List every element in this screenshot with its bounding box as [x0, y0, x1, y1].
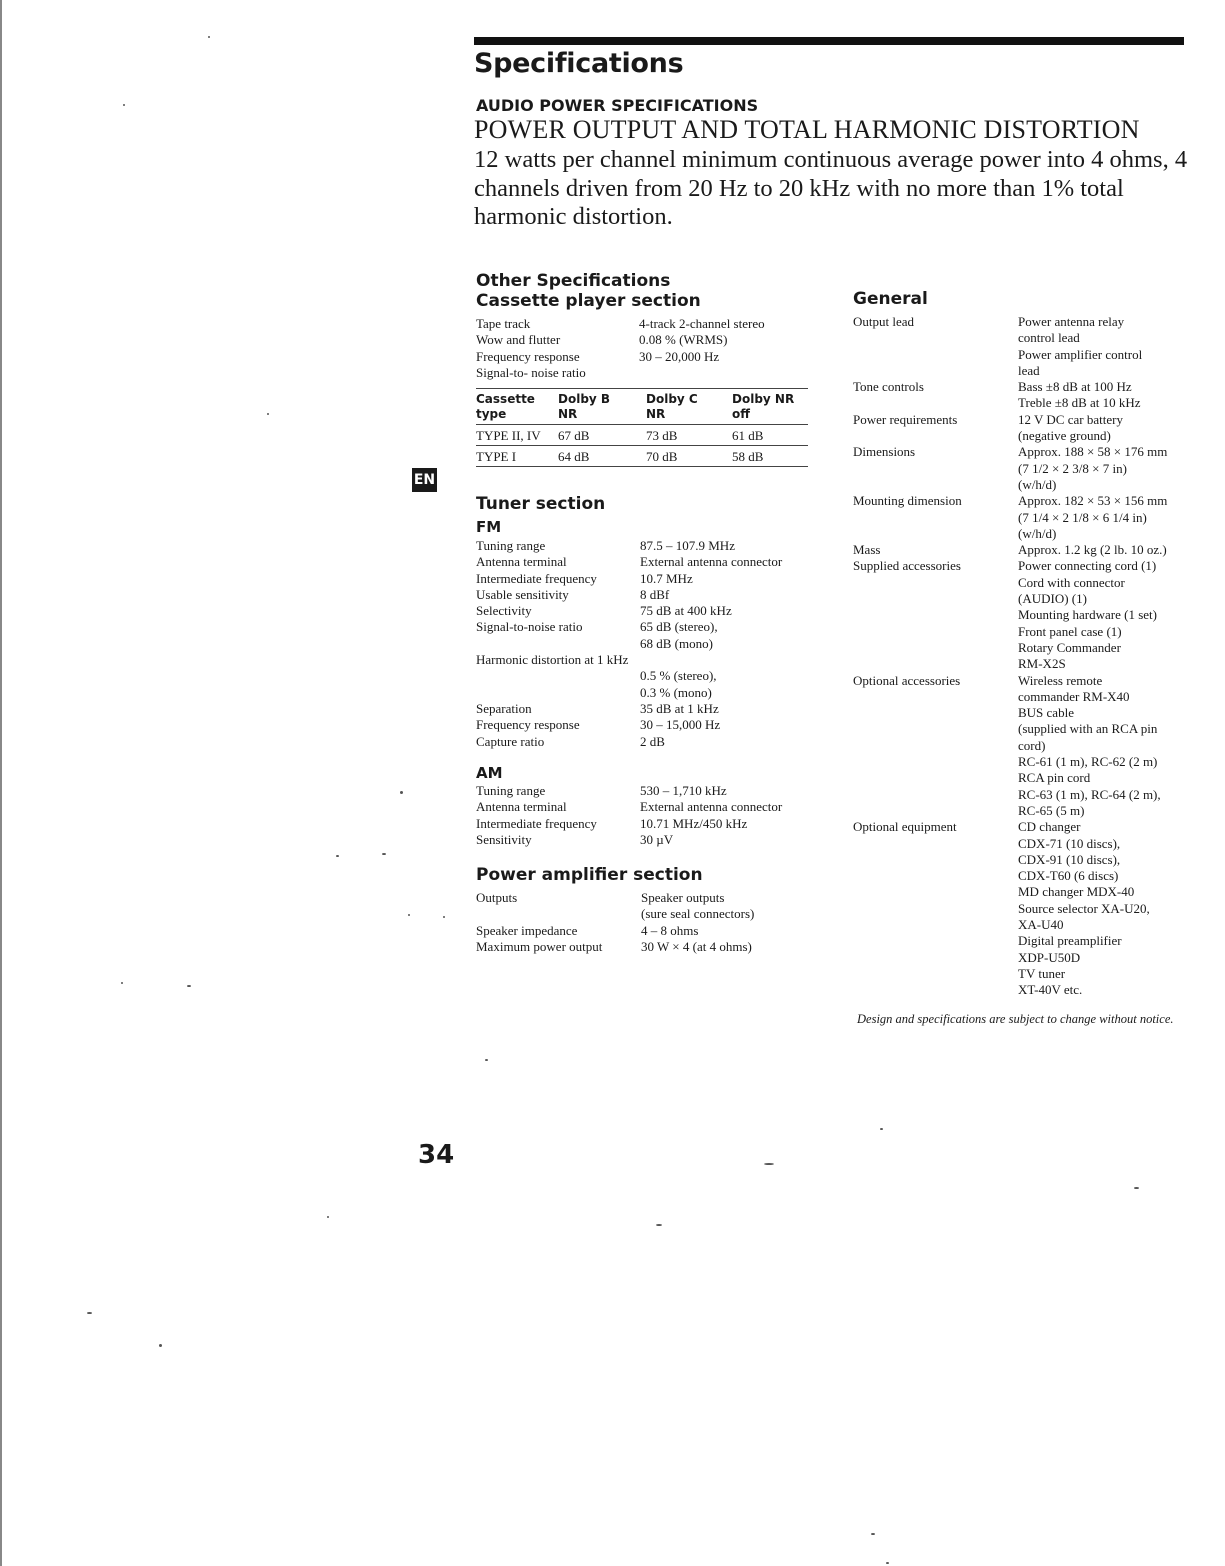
spec-row	[853, 705, 1193, 721]
spec-value: Approx. 1.2 kg (2 lb. 10 oz.)	[1018, 542, 1167, 558]
spec-value: BUS cable	[1018, 705, 1074, 721]
spec-row	[853, 754, 1193, 770]
spec-value: 0.5 % (stereo),	[640, 668, 717, 684]
scan-speck	[880, 1128, 883, 1130]
scan-speck	[764, 1163, 774, 1165]
spec-label: Mass	[853, 542, 881, 558]
spec-value: Mounting hardware (1 set)	[1018, 607, 1157, 623]
spec-label: Optional accessories	[853, 672, 961, 688]
fm-spec-list	[476, 538, 816, 750]
spec-value: (sure seal connectors)	[641, 906, 755, 922]
other-specifications-heading: Other Specifications	[476, 271, 671, 291]
spec-value: XT-40V etc.	[1018, 982, 1083, 998]
spec-value: MD changer MDX-40	[1018, 884, 1135, 900]
spec-value: Front panel case (1)	[1018, 623, 1122, 639]
spec-label: Tape track	[476, 316, 531, 331]
spec-row	[853, 314, 1193, 330]
spec-row	[853, 787, 1193, 803]
spec-row	[476, 571, 816, 587]
spec-value: 2 dB	[640, 733, 665, 749]
tuner-section-heading: Tuner section	[476, 494, 606, 514]
spec-row	[853, 493, 1193, 509]
spec-row	[853, 526, 1193, 542]
spec-row	[853, 950, 1193, 966]
spec-label: Power requirements	[853, 411, 958, 427]
spec-row	[853, 901, 1193, 917]
spec-value: (AUDIO) (1)	[1018, 591, 1087, 607]
table-cell: 61 dB	[732, 425, 808, 446]
spec-label: Dimensions	[853, 444, 916, 460]
spec-row	[853, 738, 1193, 754]
amp-spec-list	[476, 890, 816, 955]
table-cell: TYPE II, IV	[476, 425, 558, 446]
spec-row	[853, 884, 1193, 900]
spec-label: Optional equipment	[853, 819, 957, 835]
spec-value: CDX-71 (10 discs),	[1018, 835, 1121, 851]
spec-row	[853, 624, 1193, 640]
spec-row	[853, 689, 1193, 705]
spec-label: Mounting dimension	[853, 493, 962, 509]
scan-edge	[0, 0, 2, 1566]
spec-row	[853, 721, 1193, 737]
spec-label: Signal-to- noise ratio	[476, 364, 586, 380]
cassette-spec-list	[476, 316, 811, 381]
spec-row	[853, 607, 1193, 623]
cassette-section-heading: Cassette player section	[476, 291, 701, 311]
spec-label: Capture ratio	[476, 733, 545, 749]
spec-value: 65 dB (stereo),	[640, 619, 718, 635]
spec-value: Power amplifier control	[1018, 346, 1143, 362]
scan-speck	[382, 853, 386, 855]
table-cell: 64 dB	[558, 446, 646, 467]
spec-row	[476, 890, 816, 906]
spec-row	[853, 330, 1193, 346]
spec-value: (w/h/d)	[1018, 476, 1057, 492]
spec-value: Power connecting cord (1)	[1018, 558, 1157, 574]
spec-row	[853, 575, 1193, 591]
spec-value: lead	[1018, 362, 1040, 378]
spec-row	[476, 734, 816, 750]
scan-speck	[187, 985, 191, 987]
spec-value: 12 V DC car battery	[1018, 411, 1123, 427]
spec-label: Frequency response	[476, 717, 580, 733]
spec-label: Tuning range	[476, 538, 546, 553]
spec-value: 530 – 1,710 kHz	[640, 783, 727, 798]
spec-value: 10.71 MHz/450 kHz	[640, 815, 748, 831]
spec-value: Digital preamplifier	[1018, 933, 1122, 949]
spec-row	[853, 836, 1193, 852]
spec-row	[853, 510, 1193, 526]
spec-label: Harmonic distortion at 1 kHz	[476, 652, 629, 668]
spec-value: Power antenna relay	[1018, 314, 1125, 329]
spec-value: 0.3 % (mono)	[640, 684, 712, 700]
spec-value: CD changer	[1018, 819, 1081, 835]
table-cell: 73 dB	[646, 425, 732, 446]
spec-row	[853, 917, 1193, 933]
spec-row	[476, 365, 811, 381]
power-output-heading: POWER OUTPUT AND TOTAL HARMONIC DISTORTION	[474, 115, 1140, 144]
spec-value: (7 1/2 × 2 3/8 × 7 in)	[1018, 460, 1127, 476]
spec-row	[853, 363, 1193, 379]
spec-value: Approx. 188 × 58 × 176 mm	[1018, 444, 1168, 460]
table-cell: 58 dB	[732, 446, 808, 467]
scan-speck	[886, 1562, 889, 1564]
spec-value: Treble ±8 dB at 10 kHz	[1018, 395, 1141, 411]
spec-row	[476, 587, 816, 603]
col-dolby-b: Dolby B NR	[558, 389, 646, 425]
spec-value: 8 dBf	[640, 586, 670, 602]
language-badge: EN	[412, 468, 437, 492]
spec-row	[476, 717, 816, 733]
spec-value: RC-65 (5 m)	[1018, 802, 1085, 818]
section-kicker: AUDIO POWER SPECIFICATIONS	[476, 96, 759, 115]
spec-row	[476, 816, 816, 832]
spec-value: XA-U40	[1018, 916, 1064, 932]
col-dolby-off: Dolby NR off	[732, 389, 808, 425]
spec-value: Cord with connector	[1018, 574, 1125, 590]
spec-value: External antenna connector	[640, 799, 783, 815]
spec-label: Outputs	[476, 890, 518, 905]
spec-value: 35 dB at 1 kHz	[640, 700, 719, 716]
spec-value: 68 dB (mono)	[640, 635, 713, 651]
scan-speck	[121, 982, 123, 984]
spec-value: 30 W × 4 (at 4 ohms)	[641, 938, 752, 954]
scan-speck	[485, 1059, 488, 1061]
page-title: Specifications	[474, 48, 684, 79]
spec-value: XDP-U50D	[1018, 949, 1081, 965]
table-row	[476, 425, 808, 446]
scan-speck	[123, 104, 125, 106]
spec-value: 30 – 15,000 Hz	[640, 717, 721, 733]
spec-value: 0.08 % (WRMS)	[639, 332, 728, 348]
spec-label: Antenna terminal	[476, 554, 567, 570]
dolby-nr-table	[476, 388, 808, 467]
spec-label: Output lead	[853, 314, 915, 329]
spec-value: Approx. 182 × 53 × 156 mm	[1018, 493, 1168, 509]
col-dolby-c: Dolby C NR	[646, 389, 732, 425]
am-spec-list	[476, 783, 816, 848]
spec-value: 10.7 MHz	[640, 570, 693, 586]
spec-label: Intermediate frequency	[476, 570, 597, 586]
spec-row	[853, 461, 1193, 477]
spec-value: RC-61 (1 m), RC-62 (2 m)	[1018, 754, 1158, 770]
spec-value: 4 – 8 ohms	[641, 922, 699, 938]
spec-label: Tone controls	[853, 379, 924, 395]
spec-value: cord)	[1018, 737, 1046, 753]
spec-row	[476, 316, 811, 332]
am-heading: AM	[476, 764, 503, 782]
scan-speck	[1134, 1187, 1139, 1189]
top-rule	[474, 37, 1184, 45]
page-number: 34	[418, 1140, 455, 1170]
spec-row	[853, 444, 1193, 460]
spec-label: Frequency response	[476, 348, 580, 364]
spec-row	[853, 428, 1193, 444]
spec-label: Signal-to-noise ratio	[476, 619, 583, 635]
spec-value: CDX-T60 (6 discs)	[1018, 868, 1119, 884]
spec-row	[476, 923, 816, 939]
table-row	[476, 446, 808, 467]
spec-row	[476, 652, 816, 668]
spec-label: Supplied accessories	[853, 558, 961, 574]
spec-value: (negative ground)	[1018, 428, 1111, 444]
spec-row	[476, 603, 816, 619]
spec-row	[476, 701, 816, 717]
spec-row	[853, 868, 1193, 884]
scan-speck	[87, 1312, 92, 1314]
spec-row	[476, 636, 816, 652]
design-notice: Design and specifications are subject to change without notice.	[857, 1012, 1174, 1026]
spec-value: Speaker outputs	[641, 890, 725, 905]
spec-row	[853, 591, 1193, 607]
spec-row	[853, 933, 1193, 949]
spec-value: CDX-91 (10 discs),	[1018, 851, 1121, 867]
spec-row	[476, 332, 811, 348]
spec-label: Antenna terminal	[476, 799, 567, 815]
spec-row	[853, 347, 1193, 363]
scan-speck	[208, 36, 210, 38]
scan-speck	[871, 1533, 875, 1535]
spec-row	[853, 852, 1193, 868]
spec-row	[476, 939, 816, 955]
spec-row	[476, 906, 816, 922]
spec-value: RM-X2S	[1018, 656, 1066, 672]
spec-value: (w/h/d)	[1018, 525, 1057, 541]
fm-heading: FM	[476, 518, 502, 536]
spec-value: RC-63 (1 m), RC-64 (2 m),	[1018, 786, 1161, 802]
spec-value: commander RM-X40	[1018, 688, 1130, 704]
spec-value: TV tuner	[1018, 965, 1066, 981]
spec-value: Wireless remote	[1018, 672, 1103, 688]
spec-value: 30 µV	[640, 831, 674, 847]
spec-label: Sensitivity	[476, 831, 532, 847]
table-cell: 70 dB	[646, 446, 732, 467]
scan-speck	[400, 791, 403, 794]
spec-row	[853, 770, 1193, 786]
scan-speck	[336, 855, 339, 857]
spec-row	[853, 395, 1193, 411]
spec-row	[853, 542, 1193, 558]
spec-row	[853, 982, 1193, 998]
spec-value: Bass ±8 dB at 100 Hz	[1018, 379, 1132, 395]
spec-row	[853, 803, 1193, 819]
spec-row	[853, 819, 1193, 835]
spec-label: Speaker impedance	[476, 922, 578, 938]
power-output-paragraph: 12 watts per channel minimum continuous average power into 4 ohms, 4 channels driven from 20 Hz to 20 kHz with no more than 1% total harmonic distortion.	[474, 146, 1188, 230]
general-heading: General	[853, 289, 928, 309]
scan-speck	[159, 1344, 162, 1347]
spec-row	[853, 640, 1193, 656]
scan-speck	[443, 916, 445, 918]
general-spec-list	[853, 314, 1193, 998]
spec-row	[853, 558, 1193, 574]
spec-value: 87.5 – 107.9 MHz	[640, 538, 735, 553]
spec-value: (7 1/4 × 2 1/8 × 6 1/4 in)	[1018, 509, 1147, 525]
spec-value: RCA pin cord	[1018, 770, 1091, 786]
spec-label: Tuning range	[476, 783, 546, 798]
spec-row	[853, 966, 1193, 982]
spec-value: control lead	[1018, 330, 1080, 346]
spec-row	[476, 668, 816, 684]
scan-speck	[327, 1216, 329, 1218]
spec-row	[476, 685, 816, 701]
spec-row	[476, 349, 811, 365]
spec-row	[476, 783, 816, 799]
spec-row	[476, 832, 816, 848]
spec-label: Intermediate frequency	[476, 815, 597, 831]
spec-row	[476, 799, 816, 815]
col-cassette-type: Cassette type	[476, 389, 558, 425]
spec-value: External antenna connector	[640, 554, 783, 570]
spec-row	[853, 656, 1193, 672]
scan-speck	[656, 1224, 662, 1226]
spec-label: Wow and flutter	[476, 332, 561, 348]
spec-value: (supplied with an RCA pin	[1018, 721, 1158, 737]
spec-value: 75 dB at 400 kHz	[640, 603, 732, 619]
spec-row	[853, 412, 1193, 428]
power-amplifier-heading: Power amplifier section	[476, 865, 703, 885]
scan-speck	[267, 413, 269, 415]
spec-row	[476, 538, 816, 554]
spec-row	[476, 619, 816, 635]
table-cell: 67 dB	[558, 425, 646, 446]
spec-row	[853, 379, 1193, 395]
spec-value: Source selector XA-U20,	[1018, 900, 1150, 916]
spec-row	[853, 673, 1193, 689]
spec-value: Rotary Commander	[1018, 639, 1121, 655]
spec-label: Maximum power output	[476, 938, 603, 954]
spec-value: 30 – 20,000 Hz	[639, 348, 720, 364]
scan-speck	[408, 914, 410, 916]
spec-label: Selectivity	[476, 603, 532, 619]
dolby-table-header	[476, 389, 808, 425]
spec-row	[853, 477, 1193, 493]
spec-row	[476, 554, 816, 570]
spec-label: Usable sensitivity	[476, 586, 569, 602]
table-cell: TYPE I	[476, 446, 558, 467]
spec-value: 4-track 2-channel stereo	[639, 316, 765, 331]
spec-label: Separation	[476, 700, 532, 716]
